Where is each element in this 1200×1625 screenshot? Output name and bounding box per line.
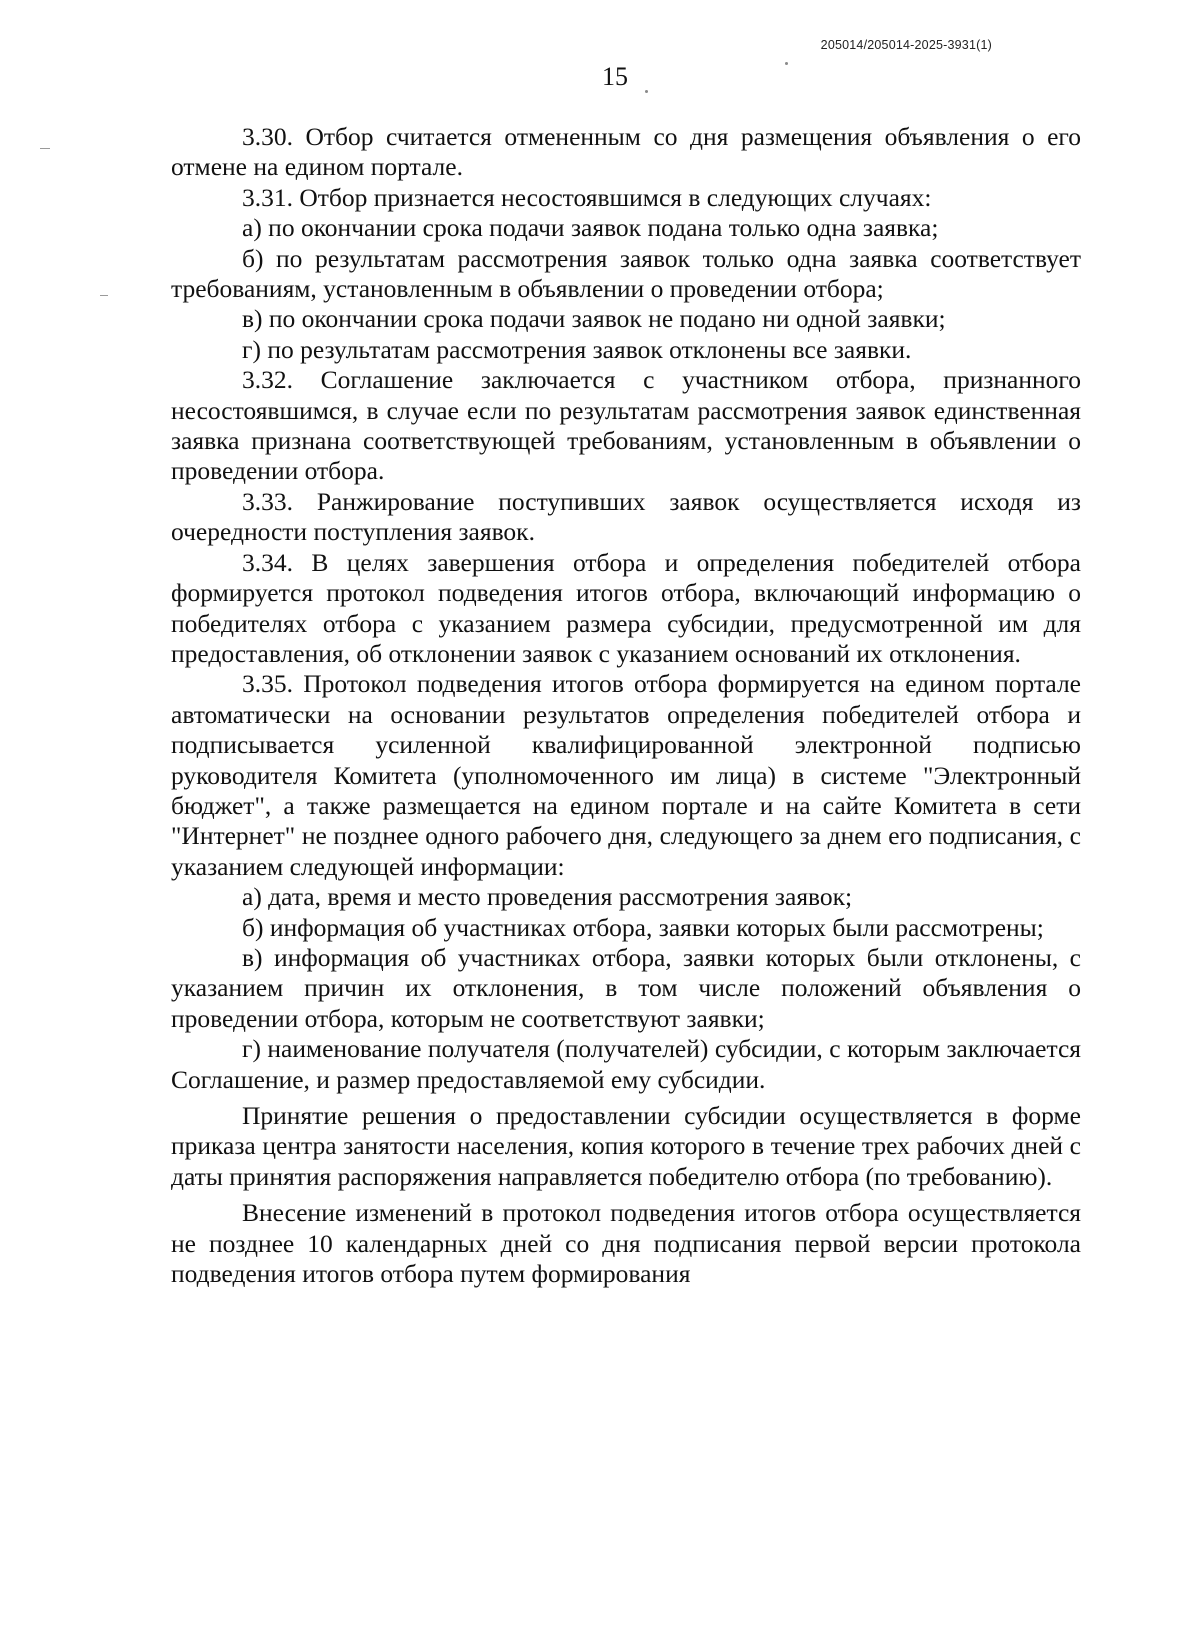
paragraph-3-33: 3.33. Ранжирование поступивших заявок осуществляется исходя из очередности поступления заявок.: [171, 486, 1081, 547]
paragraph-3-35: 3.35. Протокол подведения итогов отбора формируется на едином портале автоматически на основании результатов определения победителей отбора и подписывается усиленной квалифицированной электронной подписью руководителя Комитета (уполномоченного им лица) в системе "Электронный бюджет", а также размещается на едином портале и на сайте Комитета в сети "Интернет" не позднее одного рабочего дня, следующего за днем его подписания, с указанием следующей информации:: [171, 669, 1081, 881]
list-item-3-31-v: в) по окончании срока подачи заявок не подано ни одной заявки;: [242, 304, 946, 334]
list-item-3-31-g: г) по результатам рассмотрения заявок отклонены все заявки.: [242, 334, 912, 364]
paragraph-3-31: 3.31. Отбор признается несостоявшимся в следующих случаях:: [242, 182, 932, 212]
paragraph-3-34: 3.34. В целях завершения отбора и определения победителей отбора формируется протокол подведения итогов отбора, включающий информацию о победителях отбора с указанием размера субсидии, предусмотренной им для предоставления, об отклонении заявок с указанием оснований их отклонения.: [171, 547, 1081, 668]
list-item-3-35-v: в) информация об участниках отбора, заявки которых были отклонены, с указанием причин их отклонения, в том числе положений объявления о проведении отбора, которым не соответствуют заявки;: [171, 942, 1081, 1033]
scan-artifact-dot: [645, 90, 648, 93]
list-item-3-35-g: г) наименование получателя (получателей) субсидии, с которым заключается Соглашение, и размер предоставляемой ему субсидии.: [171, 1034, 1081, 1094]
document-registration-number: 205014/205014-2025-3931(1): [820, 38, 992, 52]
scan-artifact-mark: [100, 295, 108, 296]
list-item-3-31-a: а) по окончании срока подачи заявок подана только одна заявка;: [242, 213, 939, 243]
list-item-3-31-b: б) по результатам рассмотрения заявок только одна заявка соответствует требованиям, установленным в объявлении о проведении отбора;: [171, 243, 1081, 304]
paragraph-3-32: 3.32. Соглашение заключается с участником отбора, признанного несостоявшимся, в случае если по результатам рассмотрения заявок единственная заявка признана соответствующей требованиям, установленным в объявлении о проведении отбора.: [171, 365, 1081, 486]
list-item-3-35-a: а) дата, время и место проведения рассмотрения заявок;: [242, 882, 853, 912]
scan-artifact-dot: [785, 62, 788, 65]
page-number: 15: [602, 62, 628, 91]
list-item-3-35-b: б) информация об участниках отбора, заявки которых были рассмотрены;: [242, 912, 1044, 942]
document-body: [171, 122, 1081, 1289]
paragraph-3-30: 3.30. Отбор считается отмененным со дня размещения объявления о его отмене на едином портале.: [171, 122, 1081, 182]
paragraph-protocol-changes: Внесение изменений в протокол подведения итогов отбора осуществляется не позднее 10 календарных дней со дня подписания первой версии протокола подведения итогов отбора путем формирования: [171, 1198, 1081, 1289]
paragraph-decision: Принятие решения о предоставлении субсидии осуществляется в форме приказа центра занятости населения, копия которого в течение трех рабочих дней с даты принятия распоряжения направляется победителю отбора (по требованию).: [171, 1101, 1081, 1191]
scan-artifact-mark: [40, 148, 50, 149]
